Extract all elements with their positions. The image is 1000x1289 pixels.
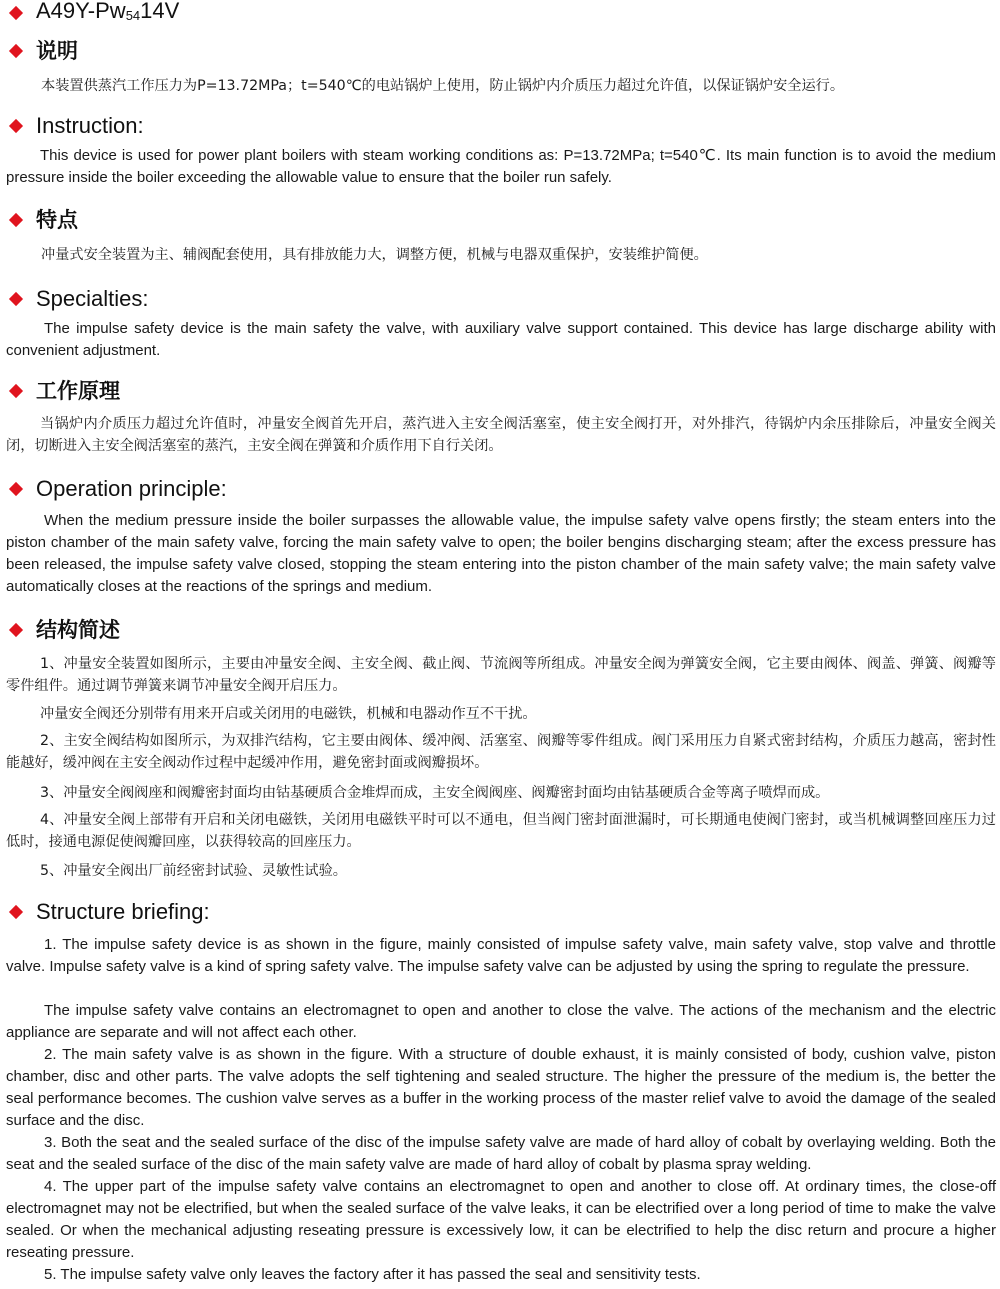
- structure-en-item-1: 1. The impulse safety device is as shown in the figure, mainly consisted of impulse safety valve, main safety valve, stop valve and throttle valve. Impulse safety valve is a kind of spring safety valve. The impulse safety valve can be adjusted by using the spring to regulate the pressure.: [6, 936, 996, 975]
- bullet-diamond-icon: [9, 213, 23, 227]
- bullet-diamond-icon: [9, 44, 23, 58]
- bullet-diamond-icon: [9, 6, 23, 20]
- section-heading-specialties: Specialties:: [0, 286, 149, 312]
- bullet-diamond-icon: [9, 482, 23, 496]
- structure-zh-item-1b: 冲量安全阀还分别带有用来开启或关闭用的电磁铁，机械和电器动作互不干扰。: [40, 706, 537, 722]
- bullet-diamond-icon: [9, 623, 23, 637]
- structure-en-item-2: 2. The main safety valve is as shown in the figure. With a structure of double exhaust, it is mainly consisted of body, cushion valve, piston chamber, disc and other parts. The valve adopts the self tightening and sealed structure. The higher the pressure of the medium is, the better the seal performance becomes. The cushion valve serves as a buffer in the working process of the master relief valve to avoid the damage of the sealed surface and the disc.: [6, 1046, 996, 1129]
- features-zh-text: 冲量式安全装置为主、辅阀配套使用，具有排放能力大，调整方便，机械与电器双重保护，安装维护简便。: [41, 247, 708, 263]
- structure-en-item-3: 3. Both the seat and the sealed surface of the disc of the impulse safety valve are made of hard alloy of cobalt by overlaying welding. Both the seat and the sealed surface of the disc of the main safety valve are made of hard alloy of cobalt by plasma spray welding.: [6, 1134, 996, 1173]
- specialties-text: The impulse safety device is the main safety the valve, with auxiliary valve support contained. This device has large discharge ability with convenient adjustment.: [6, 320, 996, 359]
- section-heading-features-zh: 特点: [0, 207, 78, 233]
- structure-en-item-5: 5. The impulse safety valve only leaves the factory after it has passed the seal and sensitivity tests.: [44, 1266, 701, 1283]
- model-title-text: A49Y-Pw5414V: [36, 0, 180, 23]
- structure-zh-item-5: 5、冲量安全阀出厂前经密封试验、灵敏性试验。: [40, 863, 347, 879]
- instruction-text: This device is used for power plant boilers with steam working conditions as: P=13.72MPa; t=540℃. Its main function is to avoid the medium pressure inside the boiler exceeding the allowable value to ensure that the boiler run safely.: [6, 147, 996, 186]
- operation-principle-text: When the medium pressure inside the boiler surpasses the allowable value, the impulse safety valve opens firstly; the steam enters into the piston chamber of the main safety valve, forcing the main safety valve to open; the boiler bengins discharging steam; after the excess pressure has been released, the impulse safety valve closed, stopping the steam entering into the piston chamber of the main safety valve; the main safety valve automatically closes at the reactions of the springs and medium.: [6, 512, 996, 595]
- section-heading-operation-principle: Operation principle:: [0, 476, 227, 502]
- section-heading-structure-briefing: Structure briefing:: [0, 899, 210, 925]
- description-zh-text: 本装置供蒸汽工作压力为P=13.72MPa；t=540℃的电站锅炉上使用，防止锅炉内介质压力超过允许值，以保证锅炉安全运行。: [41, 78, 845, 94]
- structure-zh-item-1: 1、冲量安全装置如图所示，主要由冲量安全阀、主安全阀、截止阀、节流阀等所组成。冲量安全阀为弹簧安全阀，它主要由阀体、阀盖、弹簧、阀瓣等零件组件。通过调节弹簧来调节冲量安全阀开启压力。: [6, 656, 996, 694]
- structure-zh-item-4: 4、冲量安全阀上部带有开启和关闭电磁铁，关闭用电磁铁平时可以不通电，但当阀门密封面泄漏时，可长期通电使阀门密封，或当机械调整回座压力过低时，接通电源促使阀瓣回座，以获得较高的回座压力。: [6, 812, 996, 850]
- structure-zh-item-3: 3、冲量安全阀阀座和阀瓣密封面均由钴基硬质合金堆焊而成，主安全阀阀座、阀瓣密封面均由钴基硬质合金等离子喷焊而成。: [40, 785, 830, 801]
- model-title: [0, 0, 179, 26]
- section-heading-principle-zh: 工作原理: [0, 378, 120, 404]
- bullet-diamond-icon: [9, 384, 23, 398]
- section-heading-structure-zh: 结构简述: [0, 617, 120, 643]
- structure-en-item-4: 4. The upper part of the impulse safety valve contains an electromagnet to open and another to close off. At ordinary times, the close-off electromagnet may not be electrified, but when the sealed surface of the valve leaks, it can be electrified over a long period of time to make the valve sealed. Or when the mechanical adjusting reseating pressure is excessively low, it can be electrified to help the disc return and procure a higher reseating pressure.: [6, 1178, 996, 1261]
- bullet-diamond-icon: [9, 905, 23, 919]
- section-heading-description-zh: 说明: [0, 38, 78, 64]
- bullet-diamond-icon: [9, 292, 23, 306]
- bullet-diamond-icon: [9, 119, 23, 133]
- principle-zh-text: 当锅炉内介质压力超过允许值时，冲量安全阀首先开启，蒸汽进入主安全阀活塞室，使主安全阀打开，对外排汽，待锅炉内余压排除后，冲量安全阀关闭，切断进入主安全阀活塞室的蒸汽，主安全阀在弹簧和介质作用下自行关闭。: [6, 416, 996, 454]
- structure-en-item-1b: The impulse safety valve contains an electromagnet to open and another to close the valve. The actions of the mechanism and the electric appliance are separate and will not affect each other.: [6, 1002, 996, 1041]
- structure-zh-item-2: 2、主安全阀结构如图所示，为双排汽结构，它主要由阀体、缓冲阀、活塞室、阀瓣等零件组成。阀门采用压力自紧式密封结构，介质压力越高，密封性能越好，缓冲阀在主安全阀动作过程中起缓冲作用，避免密封面或阀瓣损坏。: [6, 733, 996, 771]
- section-heading-instruction: Instruction:: [0, 113, 144, 139]
